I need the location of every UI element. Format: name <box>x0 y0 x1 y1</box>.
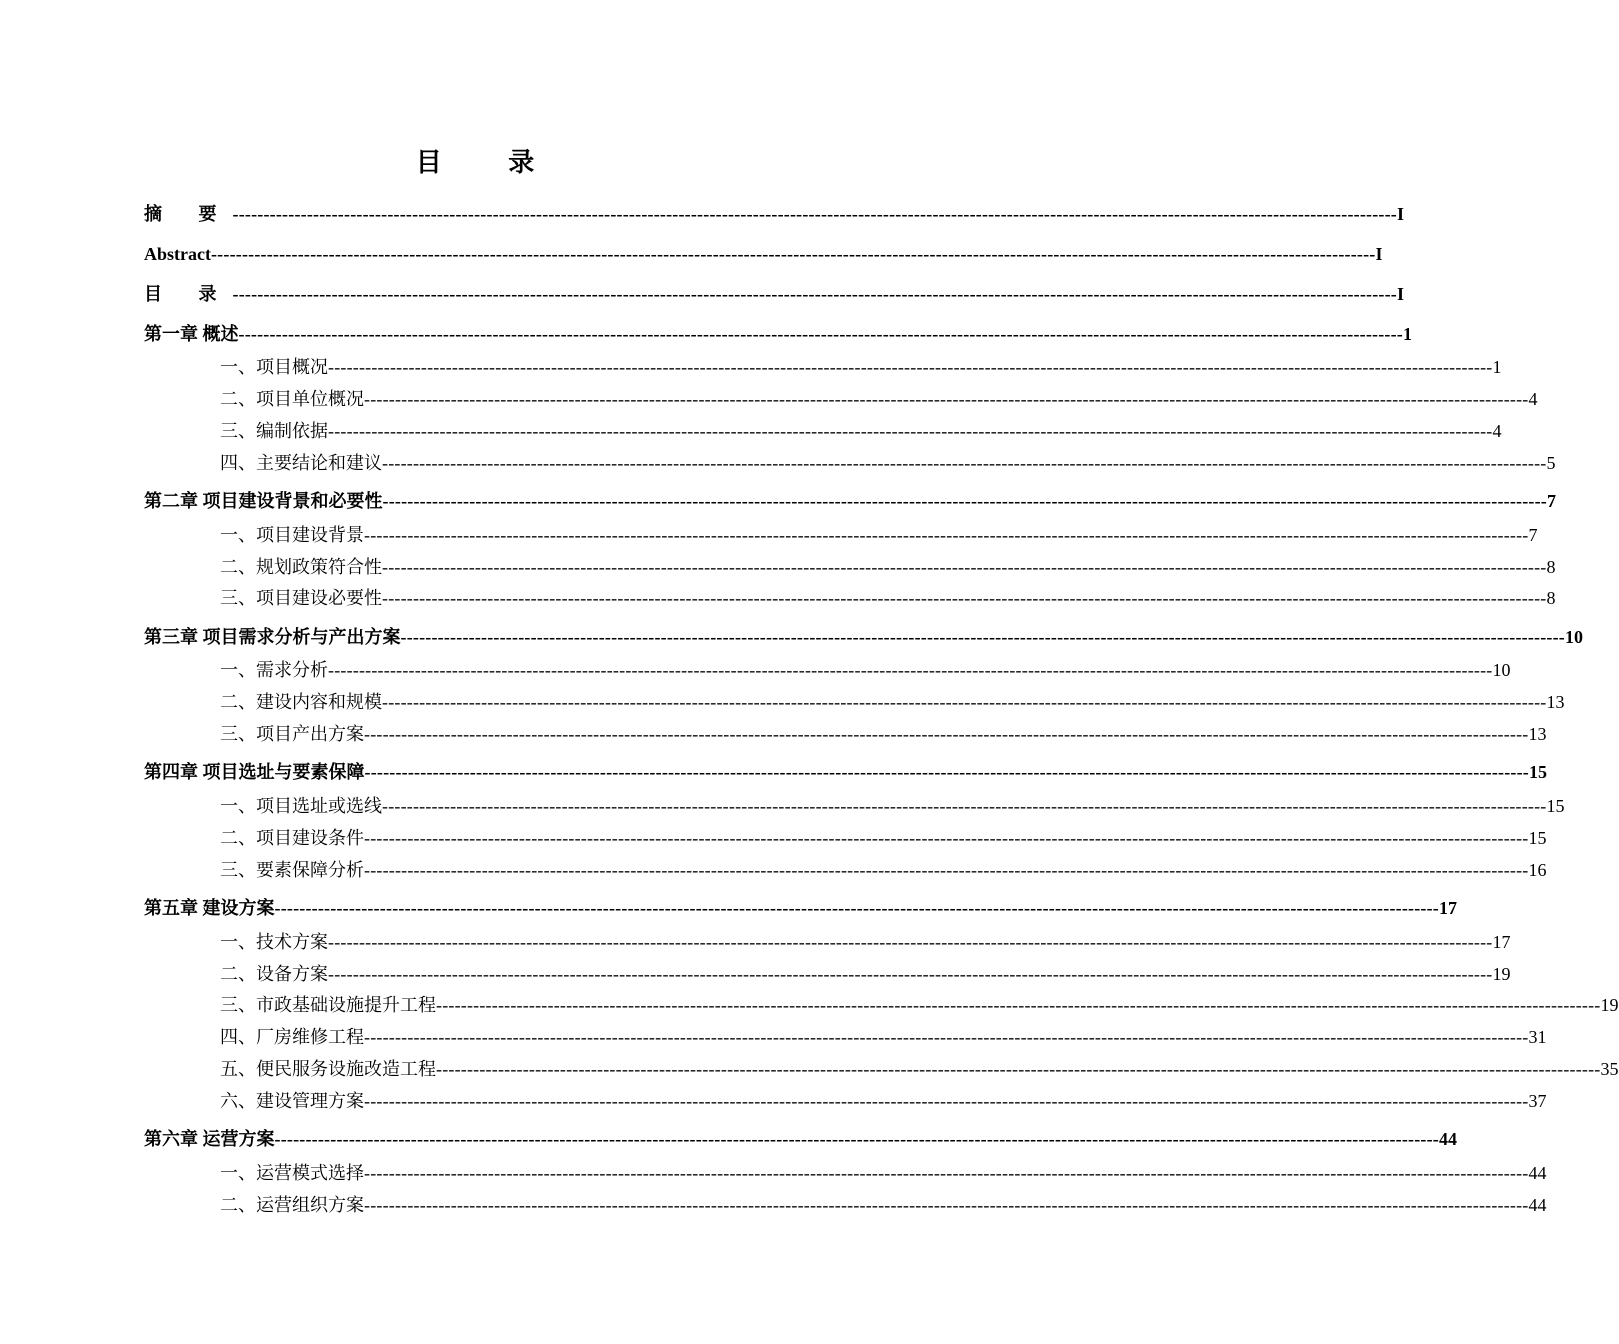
toc-entry[interactable] <box>182 859 1547 881</box>
toc-dot-leader: -------------------------------------------------------------------------------------------------------------------------------------------------------------------------------------------- <box>382 453 1547 473</box>
toc-entry[interactable] <box>182 1058 1619 1080</box>
toc-dot-leader: -------------------------------------------------------------------------------------------------------------------------------------------------------------------------------------------- <box>382 692 1547 712</box>
toc-dot-leader: -------------------------------------------------------------------------------------------------------------------------------------------------------------------------------------------- <box>328 660 1493 680</box>
toc-entry[interactable] <box>182 827 1547 849</box>
toc-entry-label: 第三章 项目需求分析与产出方案 <box>144 627 401 647</box>
toc-entry-page: 1 <box>1492 357 1502 377</box>
page-title: 目 录 <box>415 148 565 177</box>
toc-entry[interactable] <box>182 452 1556 474</box>
toc-entry-label: 三、要素保障分析 <box>220 860 364 880</box>
toc-dot-leader: -------------------------------------------------------------------------------------------------------------------------------------------------------------------------------------------- <box>382 491 1547 511</box>
toc-entry-page: 15 <box>1546 796 1565 816</box>
toc-dot-leader: -------------------------------------------------------------------------------------------------------------------------------------------------------------------------------------------- <box>436 995 1601 1015</box>
toc-entry-label: 摘 要 <box>144 204 233 224</box>
toc-entry-page: 8 <box>1546 557 1556 577</box>
toc-entry[interactable] <box>182 1162 1547 1184</box>
toc-entry-label: 一、需求分析 <box>220 660 328 680</box>
toc-entry-label: 第二章 项目建设背景和必要性 <box>144 491 383 511</box>
toc-entry-page: 1 <box>1403 324 1412 344</box>
toc-entry[interactable] <box>182 659 1511 681</box>
toc-entry[interactable] <box>182 691 1565 713</box>
toc-entry[interactable] <box>144 761 1547 783</box>
toc-dot-leader: -------------------------------------------------------------------------------------------------------------------------------------------------------------------------------------------- <box>364 389 1529 409</box>
toc-dot-leader: -------------------------------------------------------------------------------------------------------------------------------------------------------------------------------------------- <box>238 324 1403 344</box>
toc-entry-page: 44 <box>1439 1129 1457 1149</box>
toc-entry-label: 一、项目建设背景 <box>220 525 364 545</box>
toc-entry-page: 7 <box>1528 525 1538 545</box>
toc-entry[interactable] <box>144 1128 1457 1150</box>
toc-entry-label: 一、技术方案 <box>220 932 328 952</box>
toc-dot-leader: -------------------------------------------------------------------------------------------------------------------------------------------------------------------------------------------- <box>274 1129 1439 1149</box>
toc-entry-page: 7 <box>1547 491 1556 511</box>
toc-entry-label: 四、厂房维修工程 <box>220 1027 364 1047</box>
toc-dot-leader: -------------------------------------------------------------------------------------------------------------------------------------------------------------------------------------------- <box>364 1027 1529 1047</box>
toc-entry-label: 五、便民服务设施改造工程 <box>220 1059 436 1079</box>
toc-entry-page: 31 <box>1528 1027 1547 1047</box>
toc-entry-page: 19 <box>1492 964 1511 984</box>
toc-entry-label: 二、运营组织方案 <box>220 1195 364 1215</box>
toc-entry[interactable] <box>144 897 1457 919</box>
toc-entry-page: 4 <box>1528 389 1538 409</box>
toc-dot-leader: -------------------------------------------------------------------------------------------------------------------------------------------------------------------------------------------- <box>382 557 1547 577</box>
toc-entry-label: 三、项目建设必要性 <box>220 588 382 608</box>
toc-entry-label: 二、设备方案 <box>220 964 328 984</box>
toc-entry[interactable] <box>144 490 1556 512</box>
toc-entry-label: 三、市政基础设施提升工程 <box>220 995 436 1015</box>
toc-dot-leader: -------------------------------------------------------------------------------------------------------------------------------------------------------------------------------------------- <box>328 357 1493 377</box>
toc-entry-label: 四、主要结论和建议 <box>220 453 382 473</box>
toc-entry[interactable] <box>182 420 1502 442</box>
toc-entry-label: 三、编制依据 <box>220 421 328 441</box>
toc-entry-label: 二、规划政策符合性 <box>220 557 382 577</box>
toc-entry-label: 一、运营模式选择 <box>220 1163 364 1183</box>
toc-entry-page: 15 <box>1528 828 1547 848</box>
toc-dot-leader: -------------------------------------------------------------------------------------------------------------------------------------------------------------------------------------------- <box>436 1059 1601 1079</box>
toc-entry[interactable] <box>182 388 1538 410</box>
toc-dot-leader: -------------------------------------------------------------------------------------------------------------------------------------------------------------------------------------------- <box>364 525 1529 545</box>
toc-entry-label: 第六章 运营方案 <box>144 1129 275 1149</box>
toc-entry[interactable] <box>144 243 1383 265</box>
toc-dot-leader: -------------------------------------------------------------------------------------------------------------------------------------------------------------------------------------------- <box>364 762 1529 782</box>
toc-entry[interactable] <box>144 626 1583 648</box>
toc-entry-page: 10 <box>1565 627 1583 647</box>
toc-entry-label: 第五章 建设方案 <box>144 898 275 918</box>
toc-entry[interactable] <box>182 1194 1547 1216</box>
toc-entry-page: 5 <box>1546 453 1556 473</box>
toc-dot-leader: -------------------------------------------------------------------------------------------------------------------------------------------------------------------------------------------- <box>232 284 1397 304</box>
toc-entry-page: 16 <box>1528 860 1547 880</box>
toc-entry-page: I <box>1397 204 1405 224</box>
toc-dot-leader: -------------------------------------------------------------------------------------------------------------------------------------------------------------------------------------------- <box>328 964 1493 984</box>
toc-entry[interactable] <box>182 587 1556 609</box>
toc-entry[interactable] <box>182 931 1511 953</box>
toc-dot-leader: -------------------------------------------------------------------------------------------------------------------------------------------------------------------------------------------- <box>364 1163 1529 1183</box>
toc-entry-page: 10 <box>1492 660 1511 680</box>
toc-entry-page: I <box>1397 284 1405 304</box>
toc-entry-page: 19 <box>1600 995 1619 1015</box>
toc-dot-leader: -------------------------------------------------------------------------------------------------------------------------------------------------------------------------------------------- <box>364 1195 1529 1215</box>
toc-entry[interactable] <box>182 356 1502 378</box>
toc-dot-leader: -------------------------------------------------------------------------------------------------------------------------------------------------------------------------------------------- <box>382 796 1547 816</box>
toc-entry-page: 44 <box>1528 1195 1547 1215</box>
toc-entry-page: 17 <box>1492 932 1511 952</box>
toc-entry-page: 35 <box>1600 1059 1619 1079</box>
toc-dot-leader: -------------------------------------------------------------------------------------------------------------------------------------------------------------------------------------------- <box>364 724 1529 744</box>
toc-dot-leader: -------------------------------------------------------------------------------------------------------------------------------------------------------------------------------------------- <box>400 627 1565 647</box>
toc-entry-label: 二、项目单位概况 <box>220 389 364 409</box>
table-of-contents <box>144 0 1619 1344</box>
toc-entry-label: 目 录 <box>144 284 233 304</box>
toc-entry-label: 第四章 项目选址与要素保障 <box>144 762 365 782</box>
toc-dot-leader: -------------------------------------------------------------------------------------------------------------------------------------------------------------------------------------------- <box>328 421 1493 441</box>
toc-entry[interactable] <box>144 283 1405 305</box>
toc-entry-page: 37 <box>1528 1091 1547 1111</box>
toc-entry-page: I <box>1375 244 1383 264</box>
toc-entry[interactable] <box>182 556 1556 578</box>
toc-entry[interactable] <box>182 723 1547 745</box>
toc-entry-page: 13 <box>1528 724 1547 744</box>
toc-entry-page: 8 <box>1546 588 1556 608</box>
toc-entry-label: 三、项目产出方案 <box>220 724 364 744</box>
toc-dot-leader: -------------------------------------------------------------------------------------------------------------------------------------------------------------------------------------------- <box>274 898 1439 918</box>
toc-entry-page: 13 <box>1546 692 1565 712</box>
toc-dot-leader: -------------------------------------------------------------------------------------------------------------------------------------------------------------------------------------------- <box>364 1091 1529 1111</box>
toc-entry-label: 二、项目建设条件 <box>220 828 364 848</box>
toc-dot-leader: -------------------------------------------------------------------------------------------------------------------------------------------------------------------------------------------- <box>232 204 1397 224</box>
toc-entry-label: 一、项目选址或选线 <box>220 796 382 816</box>
toc-entry-label: Abstract <box>144 244 211 264</box>
toc-entry-label: 第一章 概述 <box>144 324 239 344</box>
toc-entry-page: 15 <box>1529 762 1547 782</box>
toc-entry[interactable] <box>144 203 1405 225</box>
toc-dot-leader: -------------------------------------------------------------------------------------------------------------------------------------------------------------------------------------------- <box>328 932 1493 952</box>
toc-dot-leader: -------------------------------------------------------------------------------------------------------------------------------------------------------------------------------------------- <box>364 860 1529 880</box>
toc-entry[interactable] <box>182 963 1511 985</box>
toc-entry[interactable] <box>182 795 1565 817</box>
toc-dot-leader: -------------------------------------------------------------------------------------------------------------------------------------------------------------------------------------------- <box>382 588 1547 608</box>
toc-entry-label: 六、建设管理方案 <box>220 1091 364 1111</box>
toc-entry-page: 17 <box>1439 898 1457 918</box>
toc-dot-leader: -------------------------------------------------------------------------------------------------------------------------------------------------------------------------------------------- <box>364 828 1529 848</box>
toc-entry[interactable] <box>182 1026 1547 1048</box>
toc-entry-label: 一、项目概况 <box>220 357 328 377</box>
toc-dot-leader: -------------------------------------------------------------------------------------------------------------------------------------------------------------------------------------------- <box>210 244 1376 264</box>
toc-entry-page: 4 <box>1492 421 1502 441</box>
toc-entry-page: 44 <box>1528 1163 1547 1183</box>
toc-entry[interactable] <box>144 323 1412 345</box>
toc-entry[interactable] <box>182 1090 1547 1112</box>
toc-entry[interactable] <box>182 994 1619 1016</box>
toc-entry-label: 二、建设内容和规模 <box>220 692 382 712</box>
toc-entry[interactable] <box>182 524 1538 546</box>
